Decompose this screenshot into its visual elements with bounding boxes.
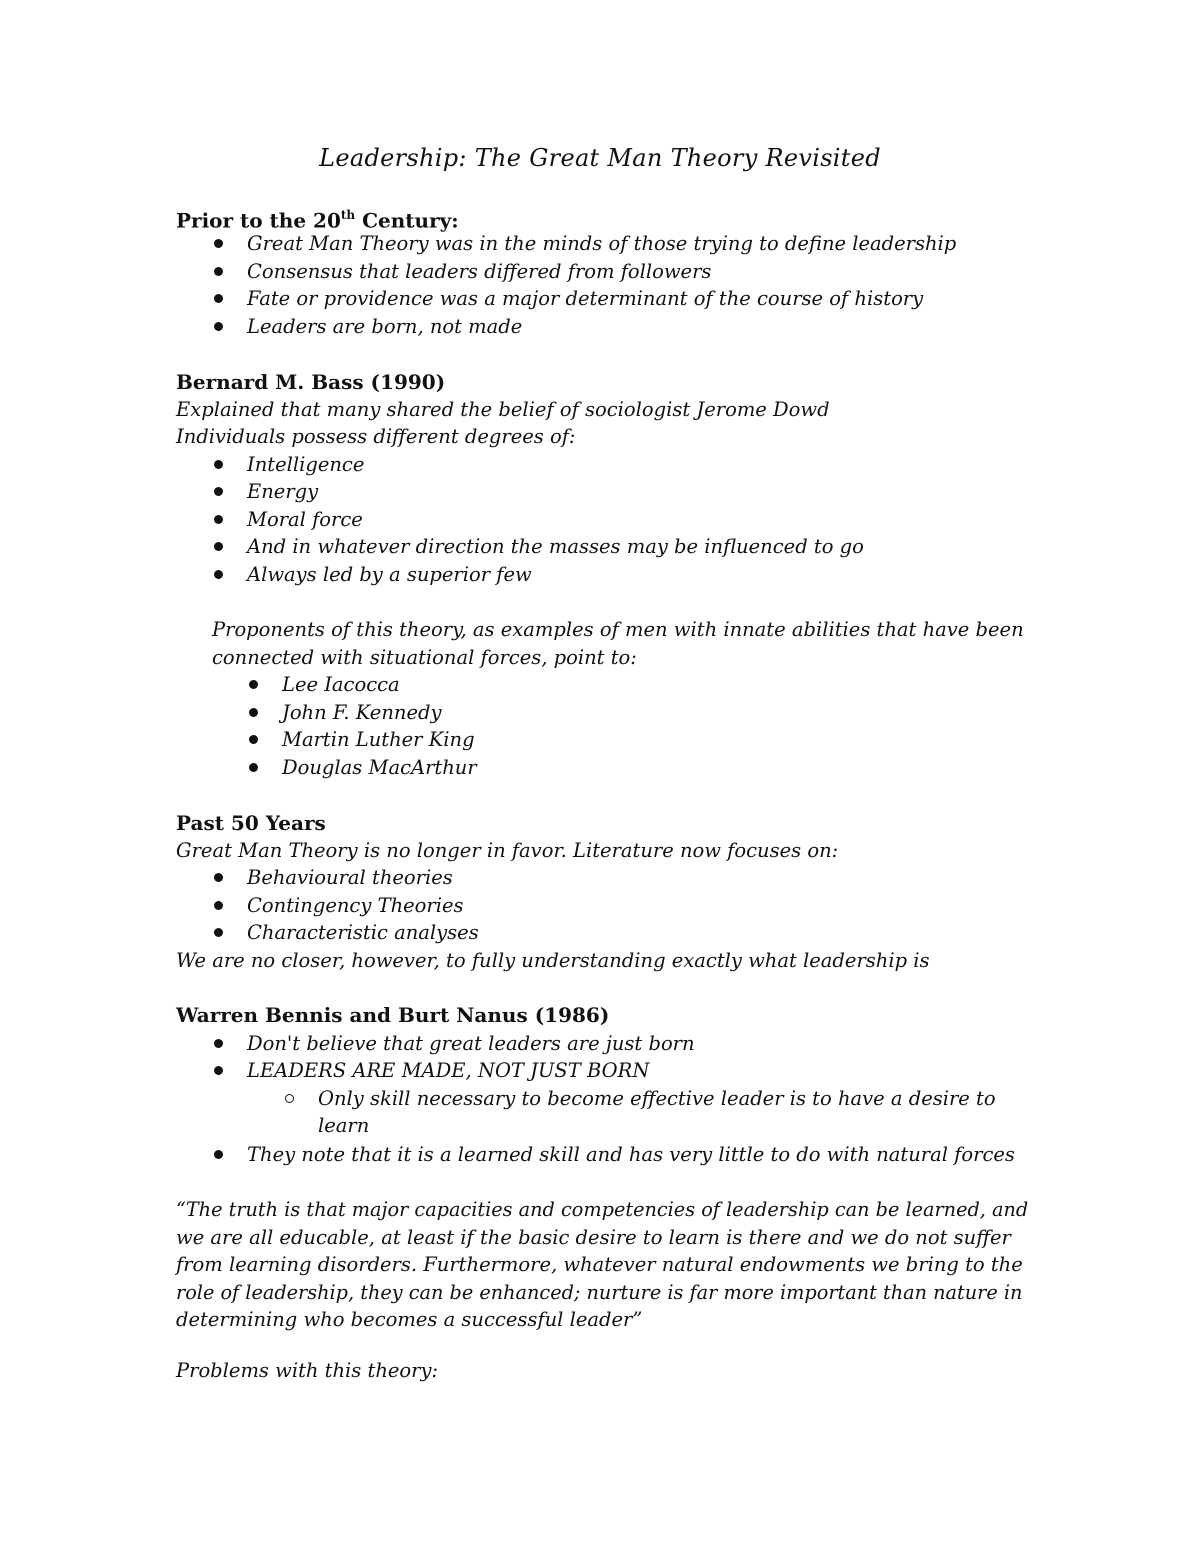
list-item: Always led by a superior few [247,563,532,586]
list-item: Moral force [247,508,363,531]
body-line: Individuals possess different degrees of: [176,425,576,448]
list-item: Martin Luther King [282,728,475,751]
list-item: Contingency Theories [247,894,464,917]
sub-list-item-continued: learn [318,1114,370,1137]
list-item: LEADERS ARE MADE, NOT JUST BORN [247,1059,650,1082]
body-line: Problems with this theory: [176,1359,439,1382]
list-item: Lee Iacocca [282,673,400,696]
bullet-icon [214,1066,223,1075]
heading-superscript: th [340,208,356,222]
bullet-icon [249,735,258,744]
document-title: Leadership: The Great Man Theory Revisited [319,144,881,172]
list-item: Douglas MacArthur [282,756,477,779]
bullet-icon [214,267,223,276]
sub-list-item: Only skill necessary to become effective leader is to have a desire to [318,1087,996,1110]
bullet-icon [214,460,223,469]
bullet-icon [214,487,223,496]
bullet-icon [214,515,223,524]
section-heading-bennis-nanus: Warren Bennis and Burt Nanus (1986) [176,1003,610,1027]
body-line: connected with situational forces, point to: [212,646,637,669]
list-item: They note that it is a learned skill and has very little to do with natural forces [247,1143,1015,1166]
bullet-icon [214,873,223,882]
bullet-icon [214,239,223,248]
list-item: Leaders are born, not made [247,315,523,338]
bullet-icon [214,322,223,331]
section-heading-bass: Bernard M. Bass (1990) [176,370,446,394]
quote-line: we are all educable, at least if the basic desire to learn is there and we do not suffer [176,1226,1011,1249]
body-line: Great Man Theory is no longer in favor. Literature now focuses on: [176,839,839,862]
list-item: Behavioural theories [247,866,453,889]
body-line: Proponents of this theory, as examples of men with innate abilities that have been [212,618,1024,641]
list-item: John F. Kennedy [282,701,442,724]
list-item: Fate or providence was a major determinant of the course of history [247,287,924,310]
bullet-icon [214,901,223,910]
section-heading-past-50-years: Past 50 Years [176,811,326,835]
list-item: Consensus that leaders differed from followers [247,260,712,283]
bullet-icon [249,680,258,689]
quote-line: “The truth is that major capacities and competencies of leadership can be learned, and [176,1198,1029,1221]
bullet-icon [214,928,223,937]
bullet-icon [214,542,223,551]
quote-line: from learning disorders. Furthermore, whatever natural endowments we bring to the [176,1253,1023,1276]
bullet-icon [249,708,258,717]
list-item: Don't believe that great leaders are just born [247,1032,695,1055]
list-item: Characteristic analyses [247,921,479,944]
bullet-icon [214,294,223,303]
heading-text: Century: [355,208,459,233]
list-item: And in whatever direction the masses may be influenced to go [247,535,864,558]
bullet-icon [214,1150,223,1159]
quote-line: role of leadership, they can be enhanced; nurture is far more important than nature in [176,1281,1023,1304]
quote-line: determining who becomes a successful leader” [176,1308,643,1331]
bullet-icon [214,1039,223,1048]
body-line: We are no closer, however, to fully understanding exactly what leadership is [176,949,930,972]
body-line: Explained that many shared the belief of sociologist Jerome Dowd [176,398,830,421]
list-item: Intelligence [247,453,365,476]
bullet-icon [214,570,223,579]
list-item: Great Man Theory was in the minds of those trying to define leadership [247,232,957,255]
heading-text: Prior to the 20 [176,208,341,233]
bullet-icon [249,763,258,772]
list-item: Energy [247,480,319,503]
sub-bullet-circle-icon [285,1094,294,1103]
